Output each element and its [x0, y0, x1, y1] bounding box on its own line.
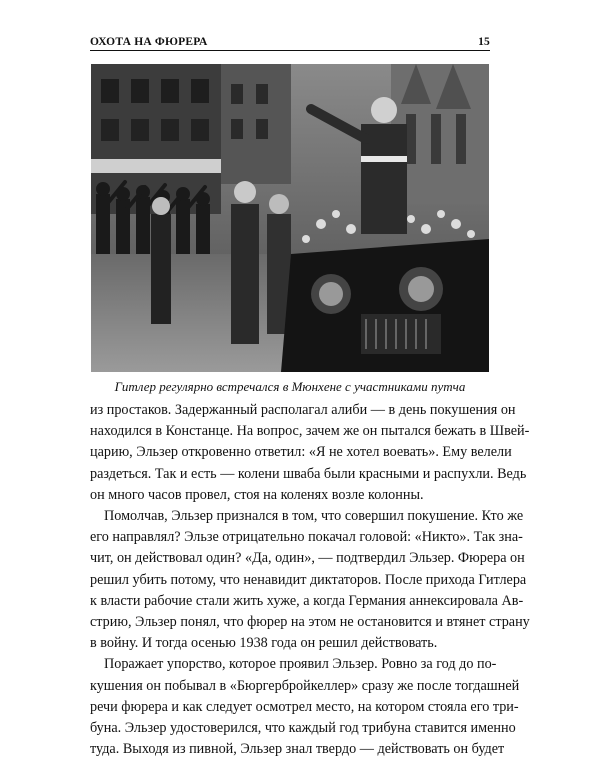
paragraph-3 [90, 654, 520, 760]
text-line: речи фюрера и как следует осмотрел место, на котором стояла его три- [90, 698, 519, 715]
text-line: царию, Эльзер откровенно ответил: «Я не хотел воевать». Ему велели [90, 444, 512, 461]
text-line: чит, он действовал один? «Да, один», — подтвердил Эльзер. Фюрера он [90, 550, 525, 567]
text-line: решил убить потому, что ненавидит диктаторов. После прихода Гитлера [90, 571, 527, 588]
text-line: его направлял? Эльзе отрицательно покачал головой: «Никто». Так зна- [90, 529, 523, 546]
page-number: 15 [478, 36, 490, 48]
text-line: из простаков. Задержанный располагал алиби — в день покушения он [90, 402, 516, 418]
text-line: туда. Выходя из пивной, Эльзер знал твердо — действовать он будет [90, 741, 505, 758]
historical-photo [91, 64, 489, 372]
running-header [90, 32, 490, 48]
photo-illustration [91, 64, 489, 372]
text-line: находился в Констанце. На вопрос, зачем же он пытался бежать в Швей- [90, 423, 530, 440]
running-title: ОХОТА НА ФЮРЕРА [90, 36, 208, 48]
body-text [90, 400, 530, 760]
text-line: раздеться. Так и есть — колени шваба были красными и распухли. Ведь [90, 465, 527, 482]
text-line: буна. Эльзер удостоверился, что каждый год трибуна ставится именно [90, 720, 516, 737]
text-line: к власти рабочие стали жить хуже, а когда Германия аннексировала Ав- [90, 592, 524, 609]
photo-caption: Гитлер регулярно встречался в Мюнхене с участниками путча [114, 379, 466, 394]
text-line: в войну. И тогда осенью 1938 года он решил действовать. [90, 635, 438, 652]
text-line: он много часов провел, стоя на коленях возле колонны. [90, 486, 424, 503]
paragraph-1 [90, 400, 530, 506]
header-rule [90, 50, 490, 51]
text-line: стрию, Эльзер понял, что фюрер на этом не остановится и втянет страну [90, 614, 530, 631]
paragraph-2 [90, 506, 530, 654]
text-line: Помолчав, Эльзер признался в том, что совершил покушение. Кто же [104, 508, 524, 525]
text-line: кушения он побывал в «Бюргербройкеллер» сразу же после тогдашней [90, 677, 520, 694]
text-line: Поражает упорство, которое проявил Эльзер. Ровно за год до по- [104, 656, 497, 673]
